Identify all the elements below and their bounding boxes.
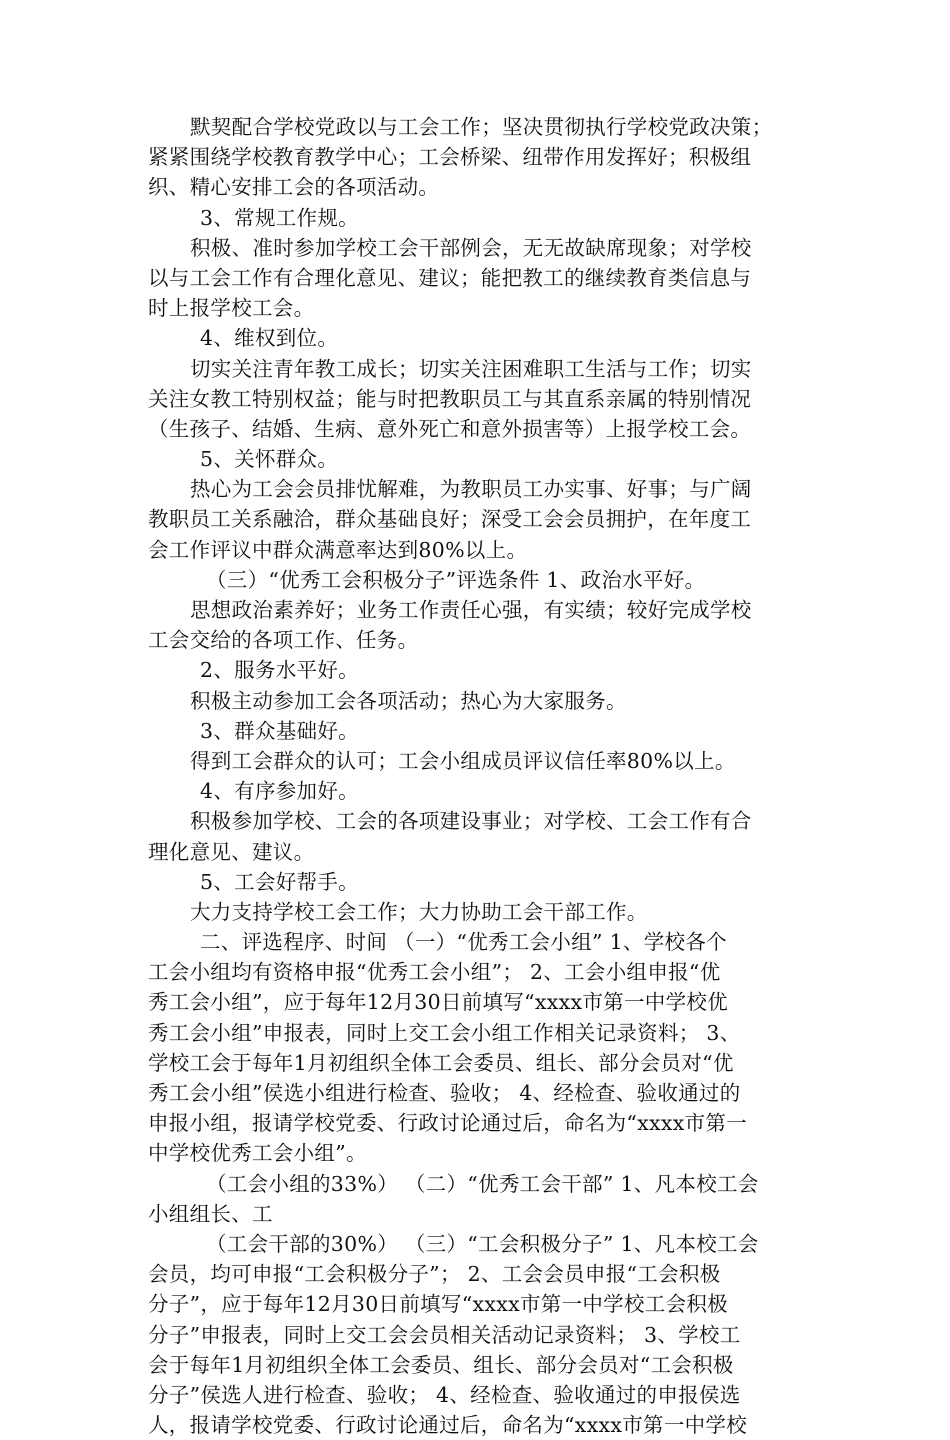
text-line: 默契配合学校党政以与工会工作；坚决贯彻执行学校党政决策； xyxy=(190,115,773,139)
text-line: 会于每年1月初组织全体工会委员、组长、部分会员对“工会积极 xyxy=(148,1352,734,1377)
text-line: 秀工会小组”侯选小组进行检查、验收； 4、经检查、验收通过的 xyxy=(148,1081,741,1105)
text-line: 积极主动参加工会各项活动；热心为大家服务。 xyxy=(190,688,627,713)
text-line: 5、关怀群众。 xyxy=(200,447,339,472)
text-line: 人，报请学校党委、行政讨论通过后，命名为“xxxx市第一中学校 xyxy=(148,1413,748,1438)
text-line: （工会小组的33%） （二）“优秀工会干部” 1、凡本校工会 xyxy=(206,1171,759,1196)
text-line: 5、工会好帮手。 xyxy=(200,869,359,894)
text-line: 大力支持学校工会工作；大力协助工会干部工作。 xyxy=(190,899,648,924)
text-line: 学校工会于每年1月初组织全体工会委员、组长、部分会员对“优 xyxy=(148,1050,734,1075)
text-line: 会工作评议中群众满意率达到80%以上。 xyxy=(148,537,528,562)
text-line: 思想政治素养好；业务工作责任心强，有实绩；较好完成学校 xyxy=(190,598,752,622)
text-line: 3、群众基础好。 xyxy=(200,718,359,743)
text-line: 教职员工关系融洽，群众基础良好；深受工会会员拥护，在年度工 xyxy=(148,507,752,532)
document-body xyxy=(148,112,808,1440)
text-line: 秀工会小组”，应于每年12月30日前填写“xxxx市第一中学校优 xyxy=(148,990,728,1015)
text-line: 得到工会群众的认可；工会小组成员评议信任率80%以上。 xyxy=(190,748,736,773)
text-line: （生孩子、结婚、生病、意外死亡和意外损害等）上报学校工会。 xyxy=(148,416,752,441)
text-line: 切实关注青年教工成长；切实关注困难职工生活与工作；切实 xyxy=(190,356,752,381)
text-line: 以与工会工作有合理化意见、建议；能把教工的继续教育类信息与 xyxy=(148,265,752,290)
text-line: 积极、准时参加学校工会干部例会，无无故缺席现象；对学校 xyxy=(190,235,752,260)
text-line: 4、有序参加好。 xyxy=(200,779,359,804)
text-line: 3、常规工作规。 xyxy=(200,205,359,230)
text-line: 时上报学校工会。 xyxy=(148,296,315,321)
text-line: 二、评选程序、时间 （一）“优秀工会小组” 1、学校各个 xyxy=(200,930,727,955)
text-line: 积极参加学校、工会的各项建设事业；对学校、工会工作有合 xyxy=(190,809,752,834)
text-line: 分子”侯选人进行检查、验收； 4、经检查、验收通过的申报侯选 xyxy=(148,1382,741,1407)
text-line: （三）“优秀工会积极分子”评选条件 1、政治水平好。 xyxy=(206,567,706,592)
text-line: 申报小组，报请学校党委、行政讨论通过后，命名为“xxxx市第一 xyxy=(148,1111,748,1136)
text-line: 织、精心安排工会的各项活动。 xyxy=(148,175,440,200)
text-line: 4、维权到位。 xyxy=(200,326,339,351)
text-line: 工会交给的各项工作、任务。 xyxy=(148,628,419,653)
text-line: 秀工会小组”申报表，同时上交工会小组工作相关记录资料； 3、 xyxy=(148,1020,741,1045)
text-line: 关注女教工特别权益；能与时把教职员工与其直系亲属的特别情况 xyxy=(148,386,752,411)
text-line: 分子”，应于每年12月30日前填写“xxxx市第一中学校工会积极 xyxy=(148,1292,728,1317)
text-line: 理化意见、建议。 xyxy=(148,839,315,864)
text-line: 紧紧围绕学校教育教学中心；工会桥梁、纽带作用发挥好；积极组 xyxy=(148,145,752,170)
text-line: 会员，均可申报“工会积极分子”； 2、工会会员申报“工会积极 xyxy=(148,1262,721,1287)
text-line: 中学校优秀工会小组”。 xyxy=(148,1141,367,1166)
text-line: 工会小组均有资格申报“优秀工会小组”； 2、工会小组申报“优 xyxy=(148,960,721,985)
text-line: （工会干部的30%） （三）“工会积极分子” 1、凡本校工会 xyxy=(206,1231,759,1256)
text-line: 2、服务水平好。 xyxy=(200,658,359,683)
text-line: 小组组长、工 xyxy=(148,1201,273,1226)
text-line: 分子”申报表，同时上交工会会员相关活动记录资料； 3、学校工 xyxy=(148,1322,741,1347)
text-line: 热心为工会会员排忧解难，为教职员工办实事、好事；与广阔 xyxy=(190,477,752,502)
